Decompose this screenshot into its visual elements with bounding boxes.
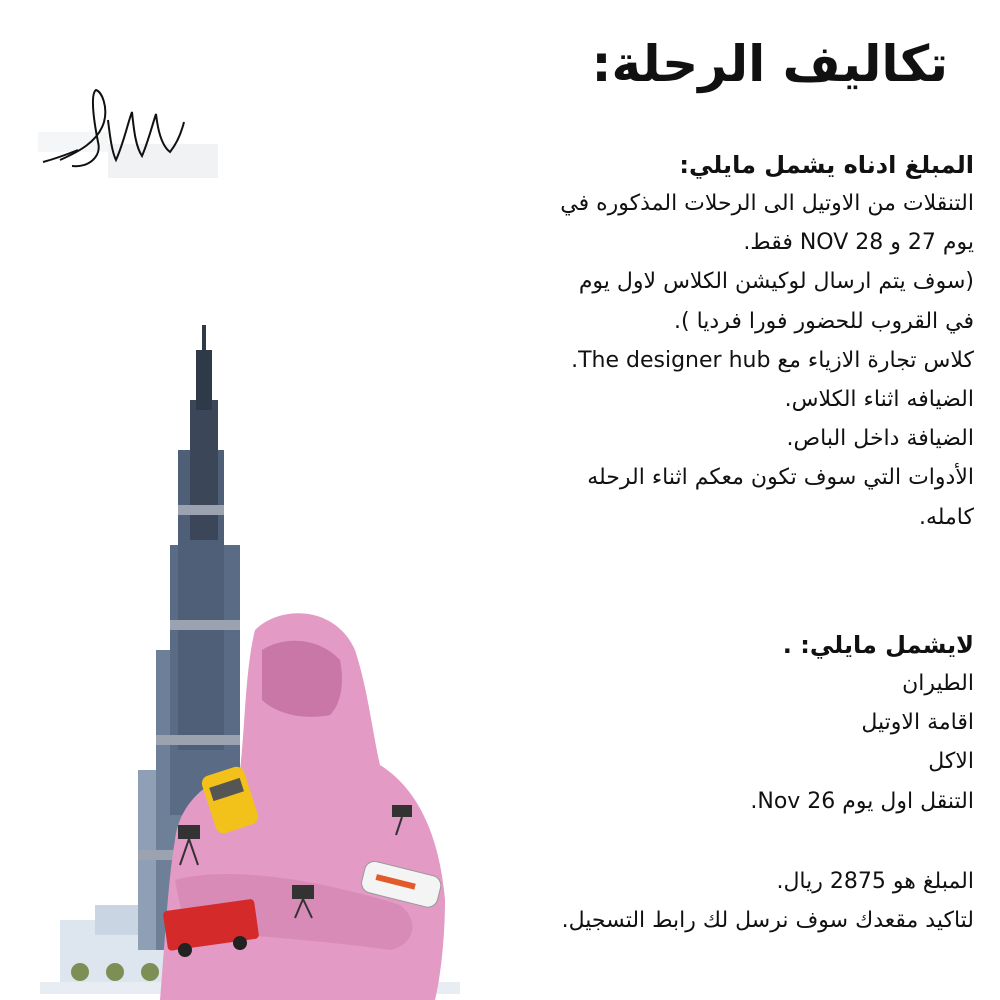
included-section (454, 146, 974, 537)
page-title: تكاليف الرحلة: (591, 35, 948, 93)
excluded-section (454, 626, 974, 821)
price-section (414, 862, 974, 940)
excluded-line: الطيران (902, 671, 974, 696)
trip-illustration (0, 320, 470, 1000)
included-line: كلاس تجارة الازياء مع The designer hub. (571, 347, 974, 373)
signature-logo-icon (38, 82, 218, 182)
included-line: كامله. (918, 504, 974, 530)
included-line: التنقلات من الاوتيل الى الرحلات المذكوره في (560, 191, 974, 216)
included-line: الضيافة داخل الباص. (786, 426, 974, 452)
excluded-line: اقامة الاوتيل (861, 710, 974, 736)
price-line: المبلغ هو 2875 ريال. (776, 869, 974, 894)
registration-line: لتاكيد مقعدك سوف نرسل لك رابط التسجيل. (561, 908, 974, 934)
included-heading: المبلغ ادناه يشمل مايلي: (679, 151, 974, 179)
excluded-line: التنقل اول يوم 26 Nov. (750, 788, 974, 814)
excluded-heading: لايشمل مايلي: . (782, 631, 974, 659)
included-line: الضيافه اثناء الكلاس. (784, 387, 974, 413)
included-line: في القروب للحضور فورا فرديا ). (674, 308, 974, 334)
excluded-line: الاكل (928, 749, 974, 775)
included-line: الأدوات التي سوف تكون معكم اثناء الرحله (587, 465, 974, 491)
included-line: يوم 27 و 28 NOV فقط. (743, 230, 974, 256)
included-line: (سوف يتم ارسال لوكيشن الكلاس لاول يوم (578, 269, 974, 295)
